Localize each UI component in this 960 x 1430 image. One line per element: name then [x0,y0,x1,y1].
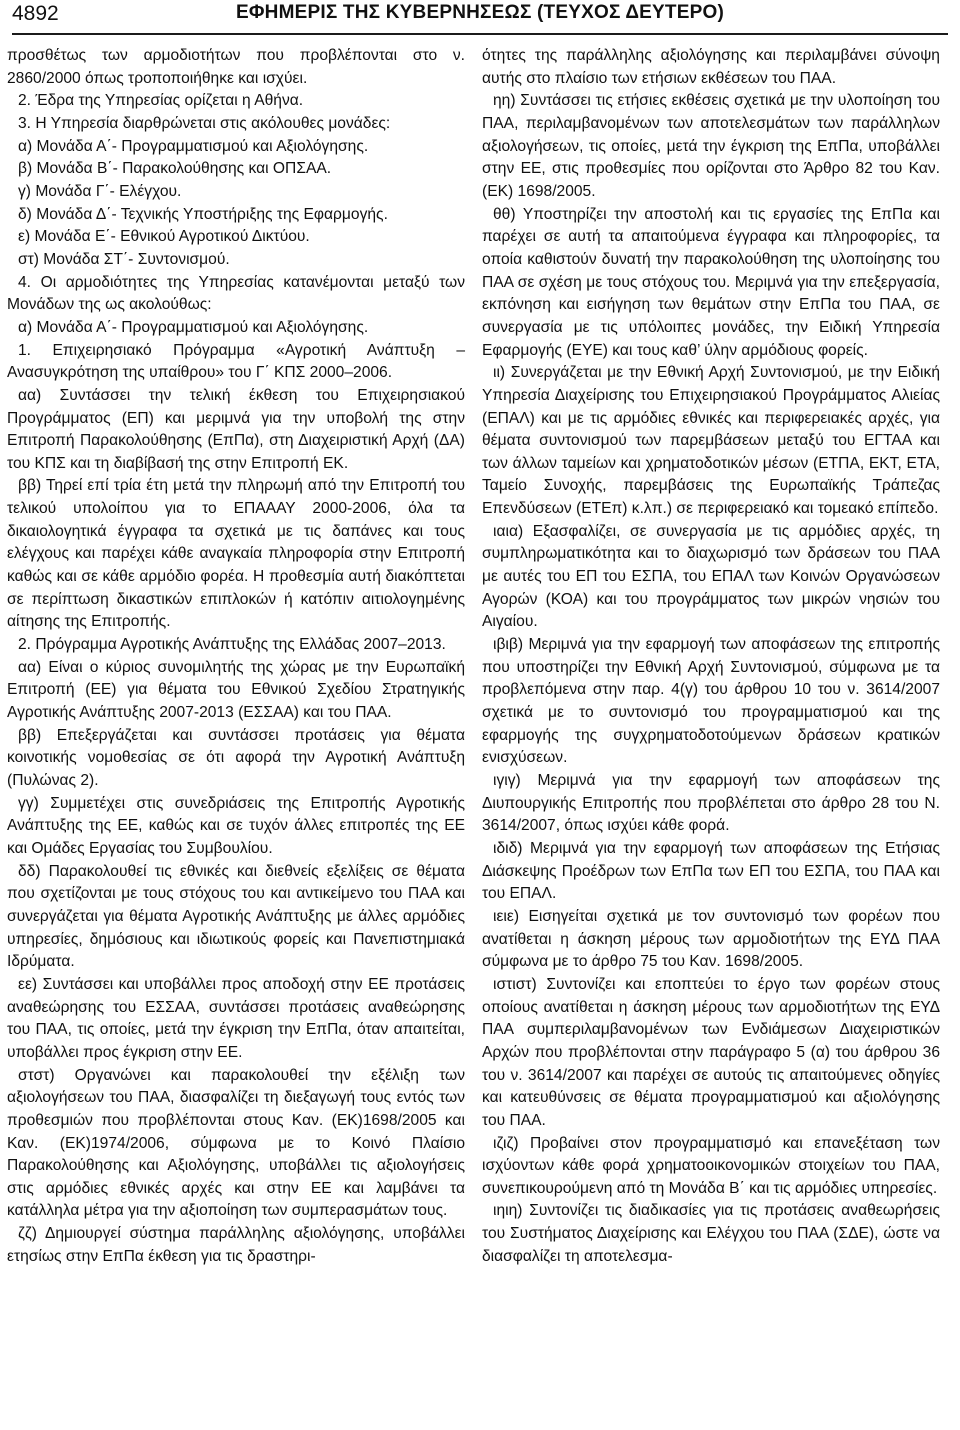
paragraph: ζζ) Δημιουργεί σύστημα παράλληλης αξιολόγησης, υποβάλλει ετησίως στην ΕπΠα έκθεση για τις δραστηρι- [7,1225,465,1265]
gazette-title: ΕΦΗΜΕΡΙΣ ΤΗΣ ΚΥΒΕΡΝΗΣΕΩΣ (ΤΕΥΧΟΣ ΔΕΥΤΕΡΟ) [236,2,724,23]
paragraph: ιδιδ) Μεριμνά για την εφαρμογή των αποφάσεων της Ετήσιας Διάσκεψης Προέδρων των ΕπΠα των ΕΠ του ΕΣΠΑ, του ΠΑΑ και του ΕΠΑΛ. [482,839,940,903]
paragraph: γ) Μονάδα Γ΄- Ελέγχου. [18,182,182,200]
paragraph: αα) Συντάσσει την τελική έκθεση του Επιχειρησιακού Προγράμματος (ΕΠ) και μεριμνά για την υποβολή της στην Επιτροπή Παρακολούθησης (ΕπΠα), στη Διαχειριστική Αρχή (ΔΑ) του ΚΠΣ και τη διαβίβασή της στην Επιτροπή ΕΚ. [7,386,465,472]
paragraph: γγ) Συμμετέχει στις συνεδριάσεις της Επιτροπής Αγροτικής Ανάπτυξης της ΕΕ, καθώς και σε τυχόν άλλες επιτροπές της ΕΕ και Ομάδες Εργασίας του Συμβουλίου. [7,794,465,857]
paragraph: ιειε) Εισηγείται σχετικά με τον συντονισμό των φορέων που ανατίθεται η άσκηση μέρους των αρμοδιοτήτων της ΕΥΔ ΠΑΑ σύμφωνα με το άρθρο 75 του Καν. 1698/2005. [482,907,940,971]
paragraph: ιζιζ) Προβαίνει στον προγραμματισμό και επανεξέταση των ισχύοντων κάθε φορά χρηματοοικονομικών στοιχείων του ΠΑΑ, συνεπικουρούμενη από τη Μονάδα Β΄ και τις αρμόδιες υπηρεσίες. [482,1134,940,1197]
paragraph: ιι) Συνεργάζεται με την Εθνική Αρχή Συντονισμού, με την Ειδική Υπηρεσία Διαχείρισης του Επιχειρησιακού Προγράμματος Αλιείας (ΕΠΑΛ) και με τις αρμόδιες εθνικές και περιφερειακές αρχές, για θέματα συντονισμού των παρεμβάσεων μεταξύ του ΕΓΤΑΑ και των άλλων ταμείων και χρηματοδοτικών μέσων (ΕΤΠΑ, ΕΚΤ, ΕΤΑ, Ταμείο Συνοχής, παρεμβάσεις της Ευρωπαϊκής Τράπεζας Επενδύσεων (ΕΤΕπ) κ.λπ.) σε περιφερειακό και τομεακό επίπεδο. [482,364,940,518]
paragraph: ιαια) Εξασφαλίζει, σε συνεργασία με τις αρμόδιες αρχές, τη συμπληρωματικότητα και το διαχωρισμό των δράσεων του ΠΑΑ με αυτές του ΕΠ του ΕΣΠΑ, του ΕΠΑΛ των Κοινών Οργανώσεων Αγορών (ΚΟΑ) και του προγράμματος των μικρών νησιών του Αιγαίου. [482,522,940,631]
paragraph: 4. Οι αρμοδιότητες της Υπηρεσίας κατανέμονται μεταξύ των Μονάδων της ως ακολούθως: [7,273,465,314]
left-column [7,45,465,1268]
paragraph: 1. Επιχειρησιακό Πρόγραμμα «Αγροτική Ανάπτυξη – Ανασυγκρότηση της υπαίθρου» του Γ΄ ΚΠΣ 2000–2006. [7,341,465,382]
paragraph: δ) Μονάδα Δ΄- Τεχνικής Υποστήριξης της Εφαρμογής. [18,205,388,223]
paragraph: ββ) Επεξεργάζεται και συντάσσει προτάσεις για θέματα κοινοτικής νομοθεσίας σε ότι αφορά την Αγροτική Ανάπτυξη (Πυλώνας 2). [7,726,465,789]
paragraph: α) Μονάδα Α΄- Προγραμματισμού και Αξιολόγησης. [18,137,369,155]
paragraph: α) Μονάδα Α΄- Προγραμματισμού και Αξιολόγησης. [18,318,369,336]
paragraph: θθ) Υποστηρίζει την αποστολή και τις εργασίες της ΕπΠα και παρέχει σε αυτή τα απαιτούμενα έγγραφα και πληροφορίες, τα οποία καθιστούν δυνατή την παρακολούθηση της υλοποίησης του ΠΑΑ σε σχέση με τους στόχους του. Μεριμνά για την επεξεργασία, εκπόνηση και εισήγηση των θεμάτων στην ΕπΠα του ΠΑΑ, σε συνεργασία με τις υπόλοιπες μονάδες, την Ειδική Υπηρεσία Εφαρμογής (ΕΥΕ) και τους καθ’ ύλην αρμόδιους φορείς. [482,205,940,359]
paragraph: εε) Συντάσσει και υποβάλλει προς αποδοχή στην ΕΕ προτάσεις αναθεώρησης του ΕΣΣΑΑ, συντάσσει προτάσεις αναθεώρησης του ΠΑΑ, τις οποίες, μετά την έγκριση την ΕπΠα, όταν απαιτείται, υποβάλλει προς έγκριση στην ΕΕ. [7,975,465,1061]
paragraph: ε) Μονάδα Ε΄- Εθνικού Αγροτικού Δικτύου. [18,228,310,246]
page-number: 4892 [12,2,59,25]
paragraph: ιβιβ) Μεριμνά για την εφαρμογή των αποφάσεων της επιτροπής που υποστηρίζει την Εθνική Αρχή Συντονισμού, σύμφωνα με τα προβλεπόμενα στην παρ. 4(γ) του άρθρου 10 του ν. 3614/2007 σχετικά με το συντονισμό του προγραμματισμού και της εφαρμογής της συγχρηματοδοτούμενων δράσεων κρατικών ενισχύσεων. [482,636,940,767]
paragraph: στ) Μονάδα ΣΤ΄- Συντονισμού. [18,250,230,268]
paragraph: στστ) Οργανώνει και παρακολουθεί την εξέλιξη των αξιολογήσεων του ΠΑΑ, διασφαλίζει τη διεξαγωγή τους εντός των προθεσμιών που προβλέπονται στους Καν. (ΕΚ)1698/2005 και Καν. (ΕΚ)1974/2006, σύμφωνα με το Κοινό Πλαίσιο Παρακολούθησης και Αξιολόγησης, υποβάλλει τις αξιολογήσεις στις αρμόδιες εθνικές αρχές και στην ΕΕ και λαμβάνει τα κατάλληλα μέτρα για την αξιοποίηση των συμπερασμάτων τους. [7,1066,465,1220]
paragraph: δδ) Παρακολουθεί τις εθνικές και διεθνείς εξελίξεις σε θέματα που σχετίζονται με τους στόχους του και αντικείμενο του ΠΑΑ και συνεργάζεται για θέματα Αγροτικής Ανάπτυξης με άλλες αρμόδιες υπηρεσίες, δημόσιους και ιδιωτικούς φορείς και Πανεπιστημιακά Ιδρύματα. [7,862,465,971]
paragraph: 3. Η Υπηρεσία διαρθρώνεται στις ακόλουθες μονάδες: [18,114,391,132]
right-column [482,45,940,1268]
paragraph: αα) Είναι ο κύριος συνομιλητής της χώρας με την Ευρωπαϊκή Επιτροπή (ΕΕ) για θέματα του Εθνικού Σχεδίου Στρατηγικής Αγροτικής Ανάπτυξης 2007-2013 (ΕΣΣΑΑ) και του ΠΑΑ. [7,658,465,722]
paragraph: ηη) Συντάσσει τις ετήσιες εκθέσεις σχετικά με την υλοποίηση του ΠΑΑ, περιλαμβανομένων των αποτελεσμάτων των παράλληλων αξιολογήσεων, τις οποίες, μετά την έγκριση της ΕπΠα, υποβάλλει στην ΕΕ, στις προθεσμίες που ορίζονται στο Άρθρο 82 του Καν. (ΕΚ) 1698/2005. [482,92,940,200]
paragraph: προσθέτως των αρμοδιοτήτων που προβλέπονται στο ν. 2860/2000 όπως τροποποιήθηκε και ισχύει. [7,47,465,87]
page-header [0,0,960,30]
paragraph: ιγιγ) Μεριμνά για την εφαρμογή των αποφάσεων της Διυπουργικής Επιτροπής που προβλέπεται στο άρθρο 28 του Ν. 3614/2007, όπως ισχύει κάθε φορά. [482,772,940,835]
paragraph: ότητες της παράλληλης αξιολόγησης και περιλαμβάνει σύνοψη αυτής στο πλαίσιο των ετήσιων εκθέσεων του ΠΑΑ. [482,47,940,87]
header-divider [12,33,948,35]
paragraph: ββ) Τηρεί επί τρία έτη μετά την πληρωμή από την Επιτροπή του τελικού υπολοίπου για το ΕΠΑΑΑΥ 2000-2006, όλα τα δικαιολογητικά έγγραφα τα σχετικά με τις δαπάνες και τους ελέγχους και παρέχει κάθε αναγκαία πληροφορία στην Επιτροπή καθώς και σε κάθε αρμόδιο φορέα. Η προθεσμία αυτή διακόπτεται σε περίπτωση δικαστικών επιπλοκών ή κατόπιν αιτιολογημένης αίτησης της Επιτροπής. [7,477,465,631]
paragraph: β) Μονάδα Β΄- Παρακολούθησης και ΟΠΣΑΑ. [18,160,332,178]
paragraph: ιστιστ) Συντονίζει και εποπτεύει το έργο των φορέων στους οποίους ανατίθεται η άσκηση μέρους των αρμοδιοτήτων της ΕΥΔ ΠΑΑ συμπεριλαμβανομένων των Ενδιάμεσων Διαχειριστικών Αρχών που προβλέπονται στην παράγραφο 5 (α) του άρθρου 36 του ν. 3614/2007 και παρέχει σε αυτούς τις απαιτούμενες οδηγίες και κατευθύνσεις σε θέματα προγραμματισμού και αξιολόγησης του ΠΑΑ. [482,975,940,1129]
paragraph: ιηιη) Συντονίζει τις διαδικασίες για τις προτάσεις αναθεωρήσεις του Συστήματος Διαχείρισης και Ελέγχου του ΠΑΑ (ΣΔΕ), ώστε να διασφαλίζει τη αποτελεσμα- [482,1202,940,1265]
paragraph: 2. Πρόγραμμα Αγροτικής Ανάπτυξης της Ελλάδας 2007–2013. [18,636,446,654]
paragraph: 2. Έδρα της Υπηρεσίας ορίζεται η Αθήνα. [18,92,304,110]
